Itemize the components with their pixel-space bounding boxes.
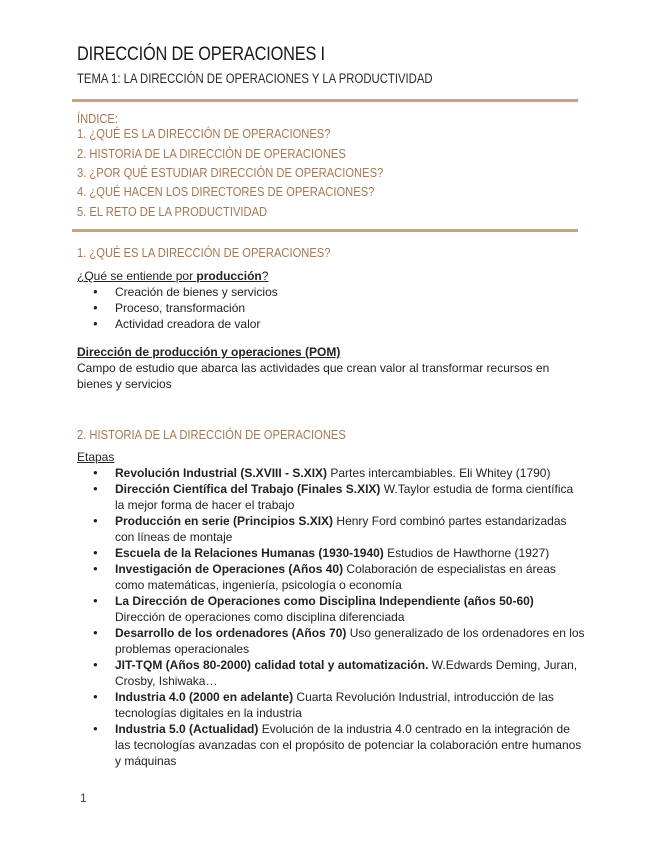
item-text: Estudios de Hawthorne (1927) — [383, 546, 550, 560]
list-item — [115, 721, 585, 769]
item-bold: JIT-TQM (Años 80-2000) calidad total y automatización. — [115, 658, 429, 672]
item-bold: Investigación de Operaciones (Años 40) — [115, 562, 344, 576]
item-bold: Producción en serie (Principios S.XIX) — [115, 514, 334, 528]
index-label: ÍNDICE: — [77, 111, 118, 126]
index-item: 1. ¿QUÉ ES LA DIRECCIÓN DE OPERACIONES? — [77, 126, 331, 141]
index-item: 5. EL RETO DE LA PRODUCTIVIDAD — [77, 204, 268, 219]
question-prefix: ¿Qué se entiende por — [77, 269, 197, 283]
item-bold: Revolución Industrial (S.XVIII - S.XIX) — [115, 466, 328, 480]
list-item — [115, 593, 585, 625]
list-item: ● Creación de bienes y servicios — [115, 284, 278, 300]
list-item — [115, 465, 585, 481]
section1-heading: 1. ¿QUÉ ES LA DIRECCIÓN DE OPERACIONES? — [77, 245, 331, 260]
item-text: Henry Ford combinó partes estandarizadas con líneas de montaje — [115, 514, 567, 544]
index-item: 4. ¿QUÉ HACEN LOS DIRECTORES DE OPERACIONES? — [77, 184, 375, 199]
list-item — [115, 561, 585, 593]
etapas-list — [115, 465, 585, 769]
question-suffix: ? — [261, 269, 269, 283]
question-bold: producción — [196, 269, 262, 283]
divider-top — [72, 99, 578, 102]
list-item — [115, 625, 585, 657]
index-item: 2. HISTORIA DE LA DIRECCIÓN DE OPERACIONES — [77, 146, 346, 161]
item-text: Evolución de la industria 4.0 centrado en la integración de las tecnologías avanzadas con el propósito de potenciar la colaboración entre humanos y máquinas — [115, 722, 582, 768]
item-text: Colaboración de especialistas en áreas como matemáticas, ingeniería, psicología o economía — [115, 562, 556, 592]
item-bold: La Dirección de Operaciones como Disciplina Independiente (años 50-60) — [115, 594, 534, 608]
item-bold: Industria 4.0 (2000 en adelante) — [115, 690, 294, 704]
production-list — [115, 284, 278, 332]
item-text: W.Taylor estudia de forma científica la mejor forma de hacer el trabajo — [115, 482, 574, 512]
page-number: 1 — [80, 791, 87, 805]
item-bold: Desarrollo de los ordenadores (Años 70) — [115, 626, 347, 640]
item-text: Partes intercambiables. Eli Whitey (1790) — [327, 466, 551, 480]
item-text: Dirección de operaciones como disciplina diferenciada — [115, 610, 405, 624]
list-item — [115, 513, 585, 545]
pom-heading-text: Dirección de producción y operaciones (POM) — [77, 345, 341, 359]
pom-definition-line: bienes y servicios — [77, 377, 172, 391]
item-text: W.Edwards Deming, Juran, Crosby, Ishiwaka… — [115, 658, 578, 688]
section2-heading: 2. HISTORIA DE LA DIRECCIÓN DE OPERACIONES — [77, 427, 346, 442]
production-question — [77, 268, 268, 284]
list-item — [115, 689, 585, 721]
item-bold: Escuela de la Relaciones Humanas (1930-1940) — [115, 546, 384, 560]
item-text: Cuarta Revolución Industrial, introducción de las tecnologías digitales en la industria — [115, 690, 554, 720]
document-subtitle: TEMA 1: LA DIRECCIÓN DE OPERACIONES Y LA PRODUCTIVIDAD — [77, 71, 433, 86]
etapas-label: Etapas — [77, 450, 115, 464]
document-title: DIRECCIÓN DE OPERACIONES I — [77, 44, 325, 65]
list-item: ● Proceso, transformación — [115, 300, 278, 316]
divider-index — [72, 229, 578, 232]
item-bold: Dirección Científica del Trabajo (Finales S.XIX) — [115, 482, 381, 496]
list-item — [115, 657, 585, 689]
list-item — [115, 545, 585, 561]
pom-definition-line: Campo de estudio que abarca las actividades que crean valor al transformar recursos en — [77, 361, 550, 375]
list-item — [115, 481, 585, 513]
item-bold: Industria 5.0 (Actualidad) — [115, 722, 259, 736]
item-text: Uso generalizado de los ordenadores en los problemas operacionales — [115, 626, 585, 656]
list-item: ● Actividad creadora de valor — [115, 316, 278, 332]
pom-heading — [77, 344, 340, 360]
index-item: 3. ¿POR QUÉ ESTUDIAR DIRECCIÓN DE OPERACIONES? — [77, 165, 384, 180]
